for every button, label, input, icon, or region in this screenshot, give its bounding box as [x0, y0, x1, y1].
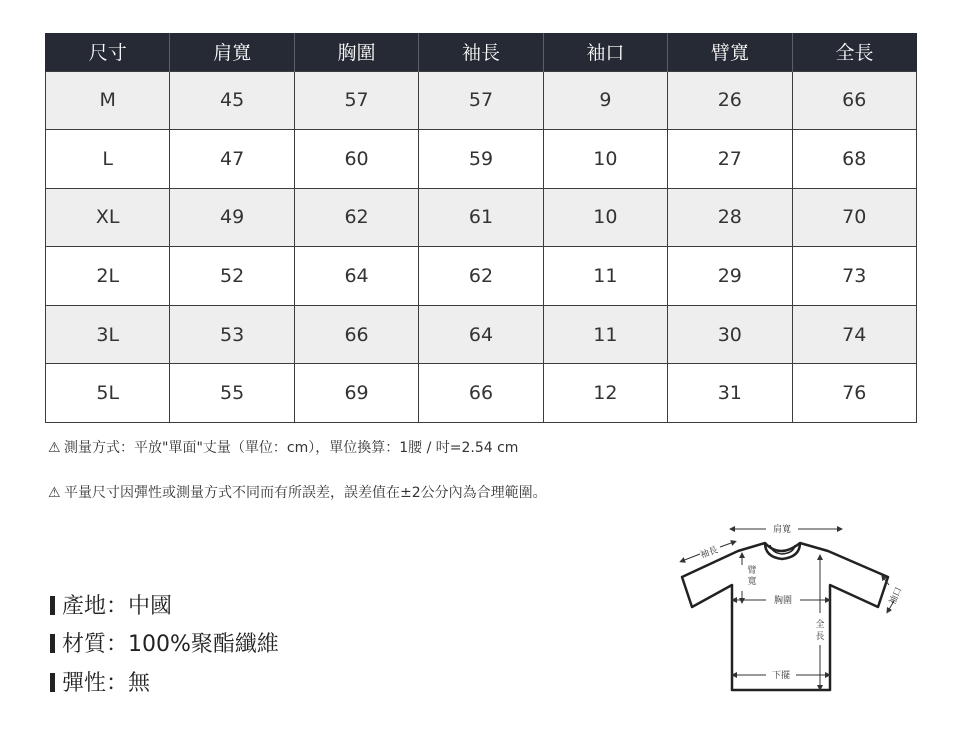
- table-row: [46, 71, 917, 130]
- table-cell: 62: [419, 247, 543, 306]
- chest-label: 胸圍: [773, 596, 793, 606]
- table-cell: 47: [170, 130, 294, 189]
- bullet-bar-icon: [50, 673, 55, 692]
- spec-material-text: 材質：100%聚酯纖維: [62, 632, 279, 657]
- header-chest: 胸圍: [294, 33, 418, 71]
- header-sleeve-length: 袖長: [419, 33, 543, 71]
- table-cell: 3L: [46, 305, 170, 364]
- size-table: [45, 33, 917, 423]
- table-cell: 52: [170, 247, 294, 306]
- header-arm-width: 臂寬: [668, 33, 792, 71]
- table-cell: 64: [294, 247, 418, 306]
- table-row: [46, 188, 917, 247]
- table-cell: 28: [668, 188, 792, 247]
- shoulder-label: 肩寬: [772, 525, 792, 535]
- header-shoulder: 肩寬: [170, 33, 294, 71]
- table-cell: 69: [294, 364, 418, 423]
- spec-origin: [50, 589, 172, 620]
- table-cell: 27: [668, 130, 792, 189]
- table-cell: XL: [46, 188, 170, 247]
- table-cell: 64: [419, 305, 543, 364]
- measurement-note-text: 測量方式：平放"單面"丈量（單位：cm），單位換算：1腰 / 吋=2.54 cm: [64, 440, 519, 456]
- tshirt-measurement-diagram: [670, 515, 920, 700]
- cuff-label: 袖口: [887, 585, 905, 607]
- table-cell: 57: [419, 71, 543, 130]
- bullet-bar-icon: [50, 596, 55, 615]
- table-cell: 55: [170, 364, 294, 423]
- table-cell: 70: [792, 188, 916, 247]
- table-row: [46, 305, 917, 364]
- table-cell: 66: [419, 364, 543, 423]
- length-label-1: 全: [815, 620, 825, 630]
- table-cell: 66: [294, 305, 418, 364]
- spec-elasticity-text: 彈性：無: [62, 671, 151, 696]
- table-cell: 5L: [46, 364, 170, 423]
- bullet-bar-icon: [50, 634, 55, 653]
- table-cell: 10: [543, 188, 667, 247]
- arm-width-label-1: 臂: [747, 566, 757, 576]
- header-size: 尺寸: [46, 33, 170, 71]
- table-cell: 10: [543, 130, 667, 189]
- table-cell: 9: [543, 71, 667, 130]
- arm-width-label-2: 寬: [747, 577, 757, 587]
- table-cell: 66: [792, 71, 916, 130]
- table-cell: 11: [543, 305, 667, 364]
- table-cell: L: [46, 130, 170, 189]
- table-cell: M: [46, 71, 170, 130]
- table-cell: 2L: [46, 247, 170, 306]
- table-row: [46, 130, 917, 189]
- table-row: [46, 364, 917, 423]
- spec-origin-text: 產地：中國: [62, 594, 173, 619]
- measurement-note: [48, 437, 518, 457]
- table-cell: 59: [419, 130, 543, 189]
- tolerance-note: [48, 482, 547, 502]
- table-cell: 53: [170, 305, 294, 364]
- table-cell: 73: [792, 247, 916, 306]
- warning-icon: ⚠: [48, 440, 61, 456]
- table-cell: 68: [792, 130, 916, 189]
- table-cell: 45: [170, 71, 294, 130]
- table-cell: 29: [668, 247, 792, 306]
- table-cell: 57: [294, 71, 418, 130]
- tolerance-note-text: 平量尺寸因彈性或測量方式不同而有所誤差，誤差值在±2公分內為合理範圍。: [64, 485, 547, 501]
- tshirt-outline-icon: [682, 543, 888, 690]
- table-cell: 49: [170, 188, 294, 247]
- header-cuff: 袖口: [543, 33, 667, 71]
- sleeve-length-label: 袖長: [699, 545, 720, 561]
- spec-elasticity: [50, 666, 150, 697]
- table-cell: 31: [668, 364, 792, 423]
- table-cell: 62: [294, 188, 418, 247]
- hem-label: 下擺: [771, 671, 791, 681]
- table-cell: 30: [668, 305, 792, 364]
- table-cell: 76: [792, 364, 916, 423]
- table-cell: 11: [543, 247, 667, 306]
- table-cell: 60: [294, 130, 418, 189]
- spec-material: [50, 627, 279, 658]
- table-cell: 61: [419, 188, 543, 247]
- table-row: [46, 247, 917, 306]
- table-header-row: [46, 33, 917, 71]
- warning-icon: ⚠: [48, 485, 61, 501]
- header-length: 全長: [792, 33, 916, 71]
- table-cell: 74: [792, 305, 916, 364]
- table-cell: 12: [543, 364, 667, 423]
- table-cell: 26: [668, 71, 792, 130]
- length-label-2: 長: [815, 632, 825, 642]
